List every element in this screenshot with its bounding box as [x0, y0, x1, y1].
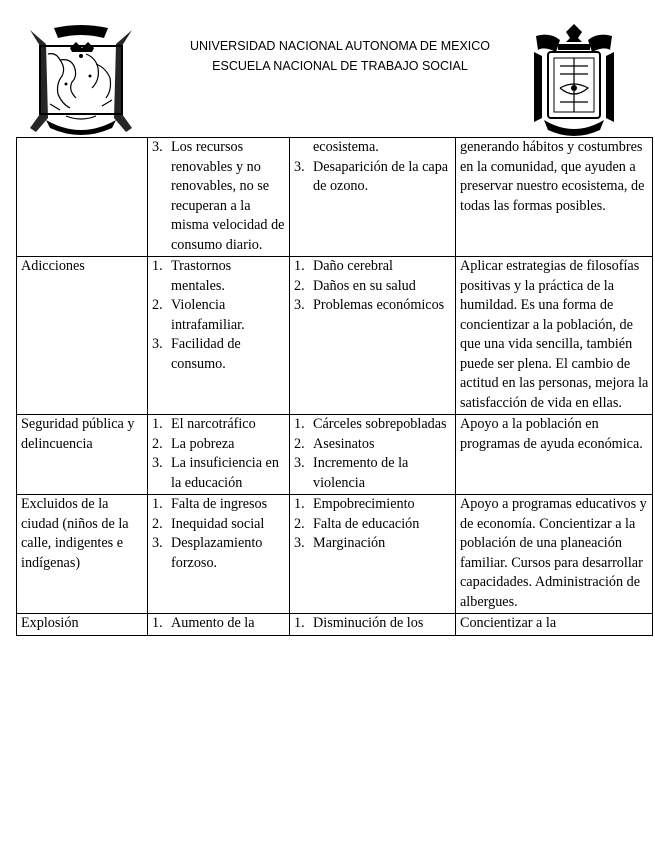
- causes-list-cell: [148, 138, 290, 257]
- list-item-number: 3.: [152, 535, 163, 551]
- problem-cell: Explosión: [17, 614, 148, 636]
- list-item-text: Falta de ingresos: [171, 496, 268, 512]
- causes-list-cell: [148, 257, 290, 415]
- list-item: [152, 138, 286, 255]
- table-row: [17, 257, 653, 415]
- list-item: [152, 454, 286, 493]
- causes-list-cell: [148, 614, 290, 636]
- list-item: [294, 515, 452, 535]
- list-item-number: 1.: [152, 615, 163, 631]
- ents-crest-logo: [530, 22, 618, 136]
- university-name: UNIVERSIDAD NACIONAL AUTONOMA DE MEXICO: [189, 39, 491, 53]
- list-item: [152, 257, 286, 296]
- problem-cell: Excluidos de la ciudad (niños de la calle, indigentes e indígenas): [17, 495, 148, 614]
- list-item-text: Problemas económicos: [313, 297, 445, 313]
- list-item-number: 3.: [294, 158, 305, 175]
- list-item: [152, 435, 286, 455]
- effects-list-cell: [290, 257, 456, 415]
- problem-cell: [17, 138, 148, 257]
- list-item-text: Facilidad de consumo.: [171, 336, 241, 372]
- header-title-block: [160, 36, 520, 76]
- list-item-number: 2.: [152, 515, 163, 532]
- page-header: [0, 0, 655, 138]
- list-item-text: Disminución de los: [313, 615, 424, 631]
- list-item-number: 1.: [294, 496, 305, 512]
- list-item: [294, 614, 452, 634]
- list-item-number: 1.: [152, 496, 163, 512]
- effects-list: [294, 495, 452, 554]
- list-item: [152, 335, 286, 374]
- effects-list-cell: [290, 415, 456, 495]
- unam-crest-logo: [26, 24, 136, 136]
- list-item-text: Marginación: [313, 535, 386, 551]
- list-item-text: Inequidad social: [171, 515, 265, 532]
- list-item: [152, 515, 286, 535]
- list-item-number: 2.: [294, 277, 305, 294]
- list-item-number: 2.: [294, 515, 305, 532]
- list-item-number: [294, 138, 313, 158]
- list-item: [294, 534, 452, 554]
- proposal-cell: Aplicar estrategias de filosofías positivas y la práctica de la humildad. Es una forma de concientizar a la población, de que una vida sencilla, también puede ser plena. El cambio de actitud en las personas, mejora la satisfacción de vida en ellas.: [456, 257, 653, 415]
- list-item-number: 3.: [294, 535, 305, 551]
- problem-cell: Seguridad pública y delincuencia: [17, 415, 148, 495]
- list-item-number: 1.: [294, 615, 305, 631]
- list-item-text: Daños en su salud: [313, 277, 416, 294]
- table-row: [17, 415, 653, 495]
- causes-list: [152, 257, 286, 374]
- school-name: ESCUELA NACIONAL DE TRABAJO SOCIAL: [212, 59, 468, 73]
- list-item-text: Incremento de la violencia: [313, 455, 409, 491]
- proposal-cell: Apoyo a la población en programas de ayuda económica.: [456, 415, 653, 495]
- list-item-number: 3.: [294, 455, 305, 471]
- list-item-text: Asesinatos: [313, 435, 375, 452]
- list-item-text: Falta de educación: [313, 515, 420, 532]
- list-item: [294, 138, 452, 158]
- problems-table: [16, 137, 653, 636]
- list-item-number: 3.: [152, 139, 163, 155]
- list-item-text: Trastornos mentales.: [171, 258, 232, 294]
- list-item-number: 1.: [294, 416, 305, 432]
- effects-list: [294, 138, 452, 197]
- list-item: [152, 614, 286, 634]
- list-item: [294, 454, 452, 493]
- list-item: [294, 158, 452, 197]
- list-item: [152, 534, 286, 573]
- table-row: [17, 138, 653, 257]
- list-item-number: 2.: [152, 435, 163, 452]
- proposal-cell: Concientizar a la: [456, 614, 653, 636]
- list-item-number: 3.: [152, 455, 163, 471]
- effects-list-cell: [290, 138, 456, 257]
- list-item-number: 2.: [294, 435, 305, 452]
- table-row: [17, 614, 653, 636]
- list-item-text: Cárceles sobrepobladas: [313, 416, 447, 432]
- list-item-text: ecosistema.: [313, 139, 379, 155]
- causes-list: [152, 614, 286, 634]
- effects-list: [294, 257, 452, 316]
- proposal-cell: generando hábitos y costumbres en la comunidad, que ayuden a preservar nuestro ecosistema, de todas las formas posibles.: [456, 138, 653, 257]
- causes-list: [152, 415, 286, 493]
- list-item-text: Los recursos renovables y no renovables, no se recuperan a la misma velocidad de consumo diario.: [171, 139, 285, 253]
- list-item-text: El narcotráfico: [171, 416, 256, 432]
- list-item-text: Empobrecimiento: [313, 496, 415, 512]
- list-item-text: Aumento de la: [171, 615, 255, 631]
- list-item: [152, 495, 286, 515]
- list-item: [294, 257, 452, 277]
- causes-list: [152, 495, 286, 573]
- list-item-number: 1.: [294, 258, 305, 274]
- causes-list-cell: [148, 415, 290, 495]
- list-item-text: La pobreza: [171, 435, 235, 452]
- proposal-cell: Apoyo a programas educativos y de economía. Concientizar a la población de una planeación familiar. Cursos para desarrollar capacidades. Administración de albergues.: [456, 495, 653, 614]
- list-item-text: Desplazamiento forzoso.: [171, 535, 263, 571]
- list-item: [294, 415, 452, 435]
- effects-list: [294, 614, 452, 634]
- list-item: [294, 435, 452, 455]
- effects-list-cell: [290, 614, 456, 636]
- list-item-number: 3.: [152, 336, 163, 352]
- list-item-text: La insuficiencia en la educación: [171, 455, 279, 491]
- list-item-text: Violencia intrafamiliar.: [171, 297, 245, 333]
- causes-list-cell: [148, 495, 290, 614]
- list-item-text: Daño cerebral: [313, 258, 393, 274]
- list-item-number: 1.: [152, 416, 163, 432]
- list-item-text: Desaparición de la capa de ozono.: [313, 158, 449, 194]
- list-item: [294, 277, 452, 297]
- list-item: [152, 415, 286, 435]
- problem-cell: Adicciones: [17, 257, 148, 415]
- table-row: [17, 495, 653, 614]
- effects-list: [294, 415, 452, 493]
- list-item-number: 3.: [294, 297, 305, 313]
- list-item: [294, 495, 452, 515]
- effects-list-cell: [290, 495, 456, 614]
- list-item-number: 1.: [152, 258, 163, 274]
- causes-list: [152, 138, 286, 255]
- list-item: [294, 296, 452, 316]
- list-item-number: 2.: [152, 297, 163, 313]
- list-item: [152, 296, 286, 335]
